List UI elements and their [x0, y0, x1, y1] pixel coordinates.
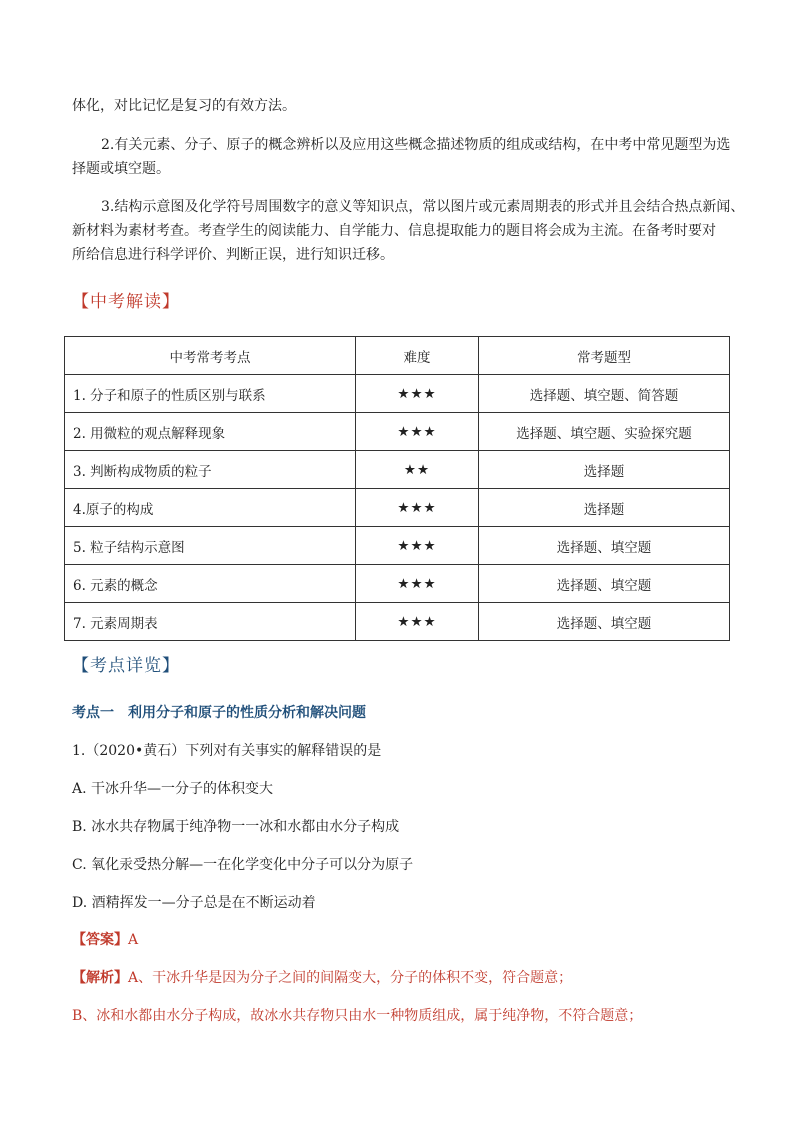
exam-interpretation-heading: 【中考解读】 — [72, 292, 180, 312]
answer-line — [72, 930, 138, 950]
question-types-cell: 选择题 — [479, 489, 730, 527]
option-d: D. 酒精挥发一—分子总是在不断运动着 — [72, 895, 316, 911]
intro-p2-line-2: 择题或填空题。 — [72, 161, 170, 177]
difficulty-stars: ★★★ — [356, 413, 479, 451]
topic-cell: 1. 分子和原子的性质区别与联系 — [65, 375, 356, 413]
intro-p2-line-1: 2.有关元素、分子、原子的概念辨析以及应用这些概念描述物质的组成或结构，在中考中常见题型为选 — [101, 137, 731, 153]
table-row — [65, 565, 730, 603]
difficulty-stars: ★★★ — [356, 527, 479, 565]
difficulty-stars: ★★★ — [356, 489, 479, 527]
topic-cell: 5. 粒子结构示意图 — [65, 527, 356, 565]
header-difficulty: 难度 — [356, 337, 479, 375]
intro-p3-line-2: 新材料为素材考查。考查学生的阅读能力、自学能力、信息提取能力的题目将会成为主流。在备考时要对 — [72, 223, 716, 239]
topic-cell: 2. 用微粒的观点解释现象 — [65, 413, 356, 451]
exam-points-table — [64, 336, 730, 641]
topic-cell: 3. 判断构成物质的粒子 — [65, 451, 356, 489]
question-types-cell: 选择题、填空题、实验探究题 — [479, 413, 730, 451]
answer-value: A — [128, 932, 139, 948]
exam-details-heading: 【考点详览】 — [72, 656, 180, 676]
question-types-cell: 选择题、填空题 — [479, 603, 730, 641]
intro-line-1: 体化，对比记忆是复习的有效方法。 — [72, 98, 296, 114]
table-row — [65, 413, 730, 451]
topic-cell: 7. 元素周期表 — [65, 603, 356, 641]
difficulty-stars: ★★ — [356, 451, 479, 489]
table-row — [65, 603, 730, 641]
option-c: C. 氧化汞受热分解—一在化学变化中分子可以分为原子 — [72, 857, 414, 873]
intro-p3-line-3: 所给信息进行科学评价、判断正误，进行知识迁移。 — [72, 247, 394, 263]
question-stem: 1.（2020•黄石）下列对有关事实的解释错误的是 — [72, 743, 382, 759]
question-types-cell: 选择题 — [479, 451, 730, 489]
table-row — [65, 527, 730, 565]
answer-label: 【答案】 — [72, 932, 128, 948]
section-title: 考点一 利用分子和原子的性质分析和解决问题 — [72, 705, 366, 721]
difficulty-stars: ★★★ — [356, 375, 479, 413]
difficulty-stars: ★★★ — [356, 565, 479, 603]
analysis-label: 【解析】 — [72, 970, 128, 986]
question-types-cell: 选择题、填空题 — [479, 527, 730, 565]
header-topic: 中考常考考点 — [65, 337, 356, 375]
analysis-line-1 — [72, 968, 572, 988]
header-question-types: 常考题型 — [479, 337, 730, 375]
topic-cell: 6. 元素的概念 — [65, 565, 356, 603]
table-row — [65, 489, 730, 527]
question-types-cell: 选择题、填空题、简答题 — [479, 375, 730, 413]
intro-p3-line-1: 3.结构示意图及化学符号周围数字的意义等知识点，常以图片或元素周期表的形式并且会结合热点新闻、 — [101, 199, 745, 215]
table-header-row — [65, 337, 730, 375]
table-row — [65, 375, 730, 413]
analysis-text-1: A、干冰升华是因为分子之间的间隔变大，分子的体积不变，符合题意； — [128, 970, 573, 986]
option-a: A. 干冰升华—一分子的体积变大 — [72, 781, 274, 797]
table-row — [65, 451, 730, 489]
analysis-line-2: B、冰和水都由水分子构成，故冰水共存物只由水一种物质组成，属于纯净物，不符合题意； — [72, 1008, 643, 1024]
option-b: B. 冰水共存物属于纯净物一一冰和水都由水分子构成 — [72, 819, 400, 835]
question-types-cell: 选择题、填空题 — [479, 565, 730, 603]
topic-cell: 4.原子的构成 — [65, 489, 356, 527]
difficulty-stars: ★★★ — [356, 603, 479, 641]
